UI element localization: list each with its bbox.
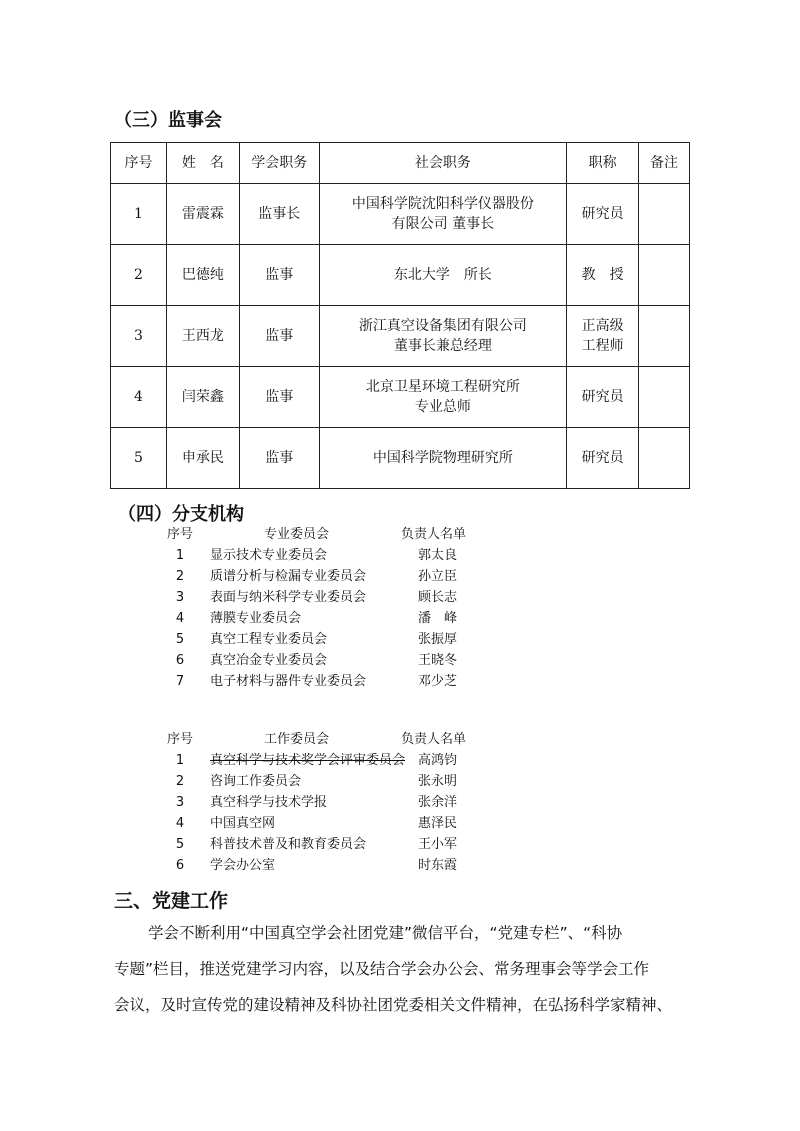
header-name: 姓 名 [166,143,239,184]
cell-org [319,428,566,489]
party-building-paragraph [114,915,688,1023]
cell-name: 巴德纯 [166,245,239,306]
item-head: 张振厚 [418,632,458,647]
paragraph-line-2: 专题”栏目，推送党建学习内容，以及结合学会办公会、常务理事会等学会工作 [114,960,650,978]
item-committee: 咨询工作委员会 [210,774,302,789]
table-row [111,306,690,367]
cell-name: 王西龙 [166,306,239,367]
cell-no: 1 [111,184,167,245]
item-committee: 真空冶金专业委员会 [210,653,328,668]
cell-role: 监事 [239,428,319,489]
item-committee: 科普技术普及和教育委员会 [210,837,367,852]
header-no: 序号 [166,527,193,542]
item-no: 5 [175,632,185,647]
paragraph-line-3: 会议，及时宣传党的建设精神及科协社团党委相关文件精神，在弘扬科学家精神、 [114,996,673,1014]
table-header-row [111,143,690,184]
cell-name: 雷震霖 [166,184,239,245]
header-title: 职称 [567,143,639,184]
item-committee: 中国真空网 [210,816,276,831]
header-note: 备注 [639,143,690,184]
section-heading-branches: （四）分支机构 [118,504,244,525]
item-committee: 薄膜专业委员会 [210,611,302,626]
cell-title [567,367,639,428]
item-no: 1 [175,753,185,768]
item-no: 6 [175,653,185,668]
table-row [111,184,690,245]
org-line-2: 董事长兼总经理 [393,338,492,354]
item-committee: 真空科学与技术学报 [210,795,328,810]
item-no: 7 [175,674,185,689]
org-line-1: 中国科学院沈阳科学仪器股份 [351,196,534,212]
header-committee: 工作委员会 [264,732,330,747]
table-row [111,367,690,428]
item-committee: 质谱分析与检漏专业委员会 [210,569,367,584]
item-head: 顾长志 [418,590,458,605]
org-line-1: 浙江真空设备集团有限公司 [358,318,527,334]
item-committee: 表面与纳米科学专业委员会 [210,590,367,605]
org-line-1: 东北大学 所长 [393,267,492,283]
item-committee: 电子材料与器件专业委员会 [210,674,367,689]
item-no: 6 [175,858,185,873]
cell-note [639,306,690,367]
paragraph-line-1: 学会不断利用“中国真空学会社团党建”微信平台，“党建专栏”、“科协 [148,924,623,942]
title-line-1: 研究员 [581,206,624,222]
supervisory-board-table [110,142,690,489]
item-no: 5 [175,837,185,852]
cell-title [567,306,639,367]
title-line-1: 研究员 [581,389,624,405]
cell-org [319,367,566,428]
item-head: 郭太良 [418,548,458,563]
item-head: 张余洋 [418,795,458,810]
cell-title [567,428,639,489]
cell-note [639,428,690,489]
item-committee: 学会办公室 [210,858,276,873]
header-committee: 专业委员会 [264,527,330,542]
item-head: 时东霞 [418,858,458,873]
title-line-2: 工程师 [581,338,624,354]
cell-note [639,367,690,428]
cell-no: 2 [111,245,167,306]
item-committee: 显示技术专业委员会 [210,548,328,563]
item-no: 3 [175,590,185,605]
header-head: 负责人名单 [401,527,467,542]
cell-org [319,245,566,306]
section-heading-supervisory-board: （三）监事会 [114,110,222,131]
item-head: 潘 峰 [418,611,458,626]
cell-role: 监事 [239,245,319,306]
item-head: 惠泽民 [418,816,458,831]
table-row [111,428,690,489]
item-head: 王小军 [418,837,458,852]
item-head: 邓少芝 [418,674,458,689]
cell-title [567,245,639,306]
cell-org [319,306,566,367]
item-committee: 真空科学与技术奖学会评审委员会 [210,753,406,768]
cell-role: 监事 [239,367,319,428]
cell-org [319,184,566,245]
item-no: 4 [175,816,185,831]
header-society-role: 学会职务 [239,143,319,184]
cell-role: 监事长 [239,184,319,245]
header-social-position: 社会职务 [319,143,566,184]
item-committee: 真空工程专业委员会 [210,632,328,647]
org-line-1: 北京卫星环境工程研究所 [365,379,520,395]
item-head: 高鸿钧 [418,753,458,768]
item-no: 3 [175,795,185,810]
cell-name: 申承民 [166,428,239,489]
org-line-1: 中国科学院物理研究所 [372,450,513,466]
title-line-1: 教 授 [581,267,624,283]
cell-no: 4 [111,367,167,428]
header-no: 序号 [111,143,167,184]
item-head: 张永明 [418,774,458,789]
table-row [111,245,690,306]
cell-note [639,245,690,306]
item-head: 孙立臣 [418,569,458,584]
cell-note [639,184,690,245]
section-heading-party-building: 三、党建工作 [114,890,229,912]
item-head: 王晓冬 [418,653,458,668]
org-line-2: 专业总师 [414,399,471,415]
item-no: 2 [175,569,185,584]
cell-role: 监事 [239,306,319,367]
header-no: 序号 [166,732,193,747]
cell-no: 3 [111,306,167,367]
working-committee-list [166,730,526,880]
item-no: 2 [175,774,185,789]
item-no: 1 [175,548,185,563]
org-line-2: 有限公司 董事长 [391,216,495,232]
title-line-1: 研究员 [581,450,624,466]
header-head: 负责人名单 [401,732,467,747]
item-no: 4 [175,611,185,626]
cell-name: 闫荣鑫 [166,367,239,428]
cell-title [567,184,639,245]
title-line-1: 正高级 [581,318,624,334]
specialty-committee-list [166,525,526,695]
cell-no: 5 [111,428,167,489]
